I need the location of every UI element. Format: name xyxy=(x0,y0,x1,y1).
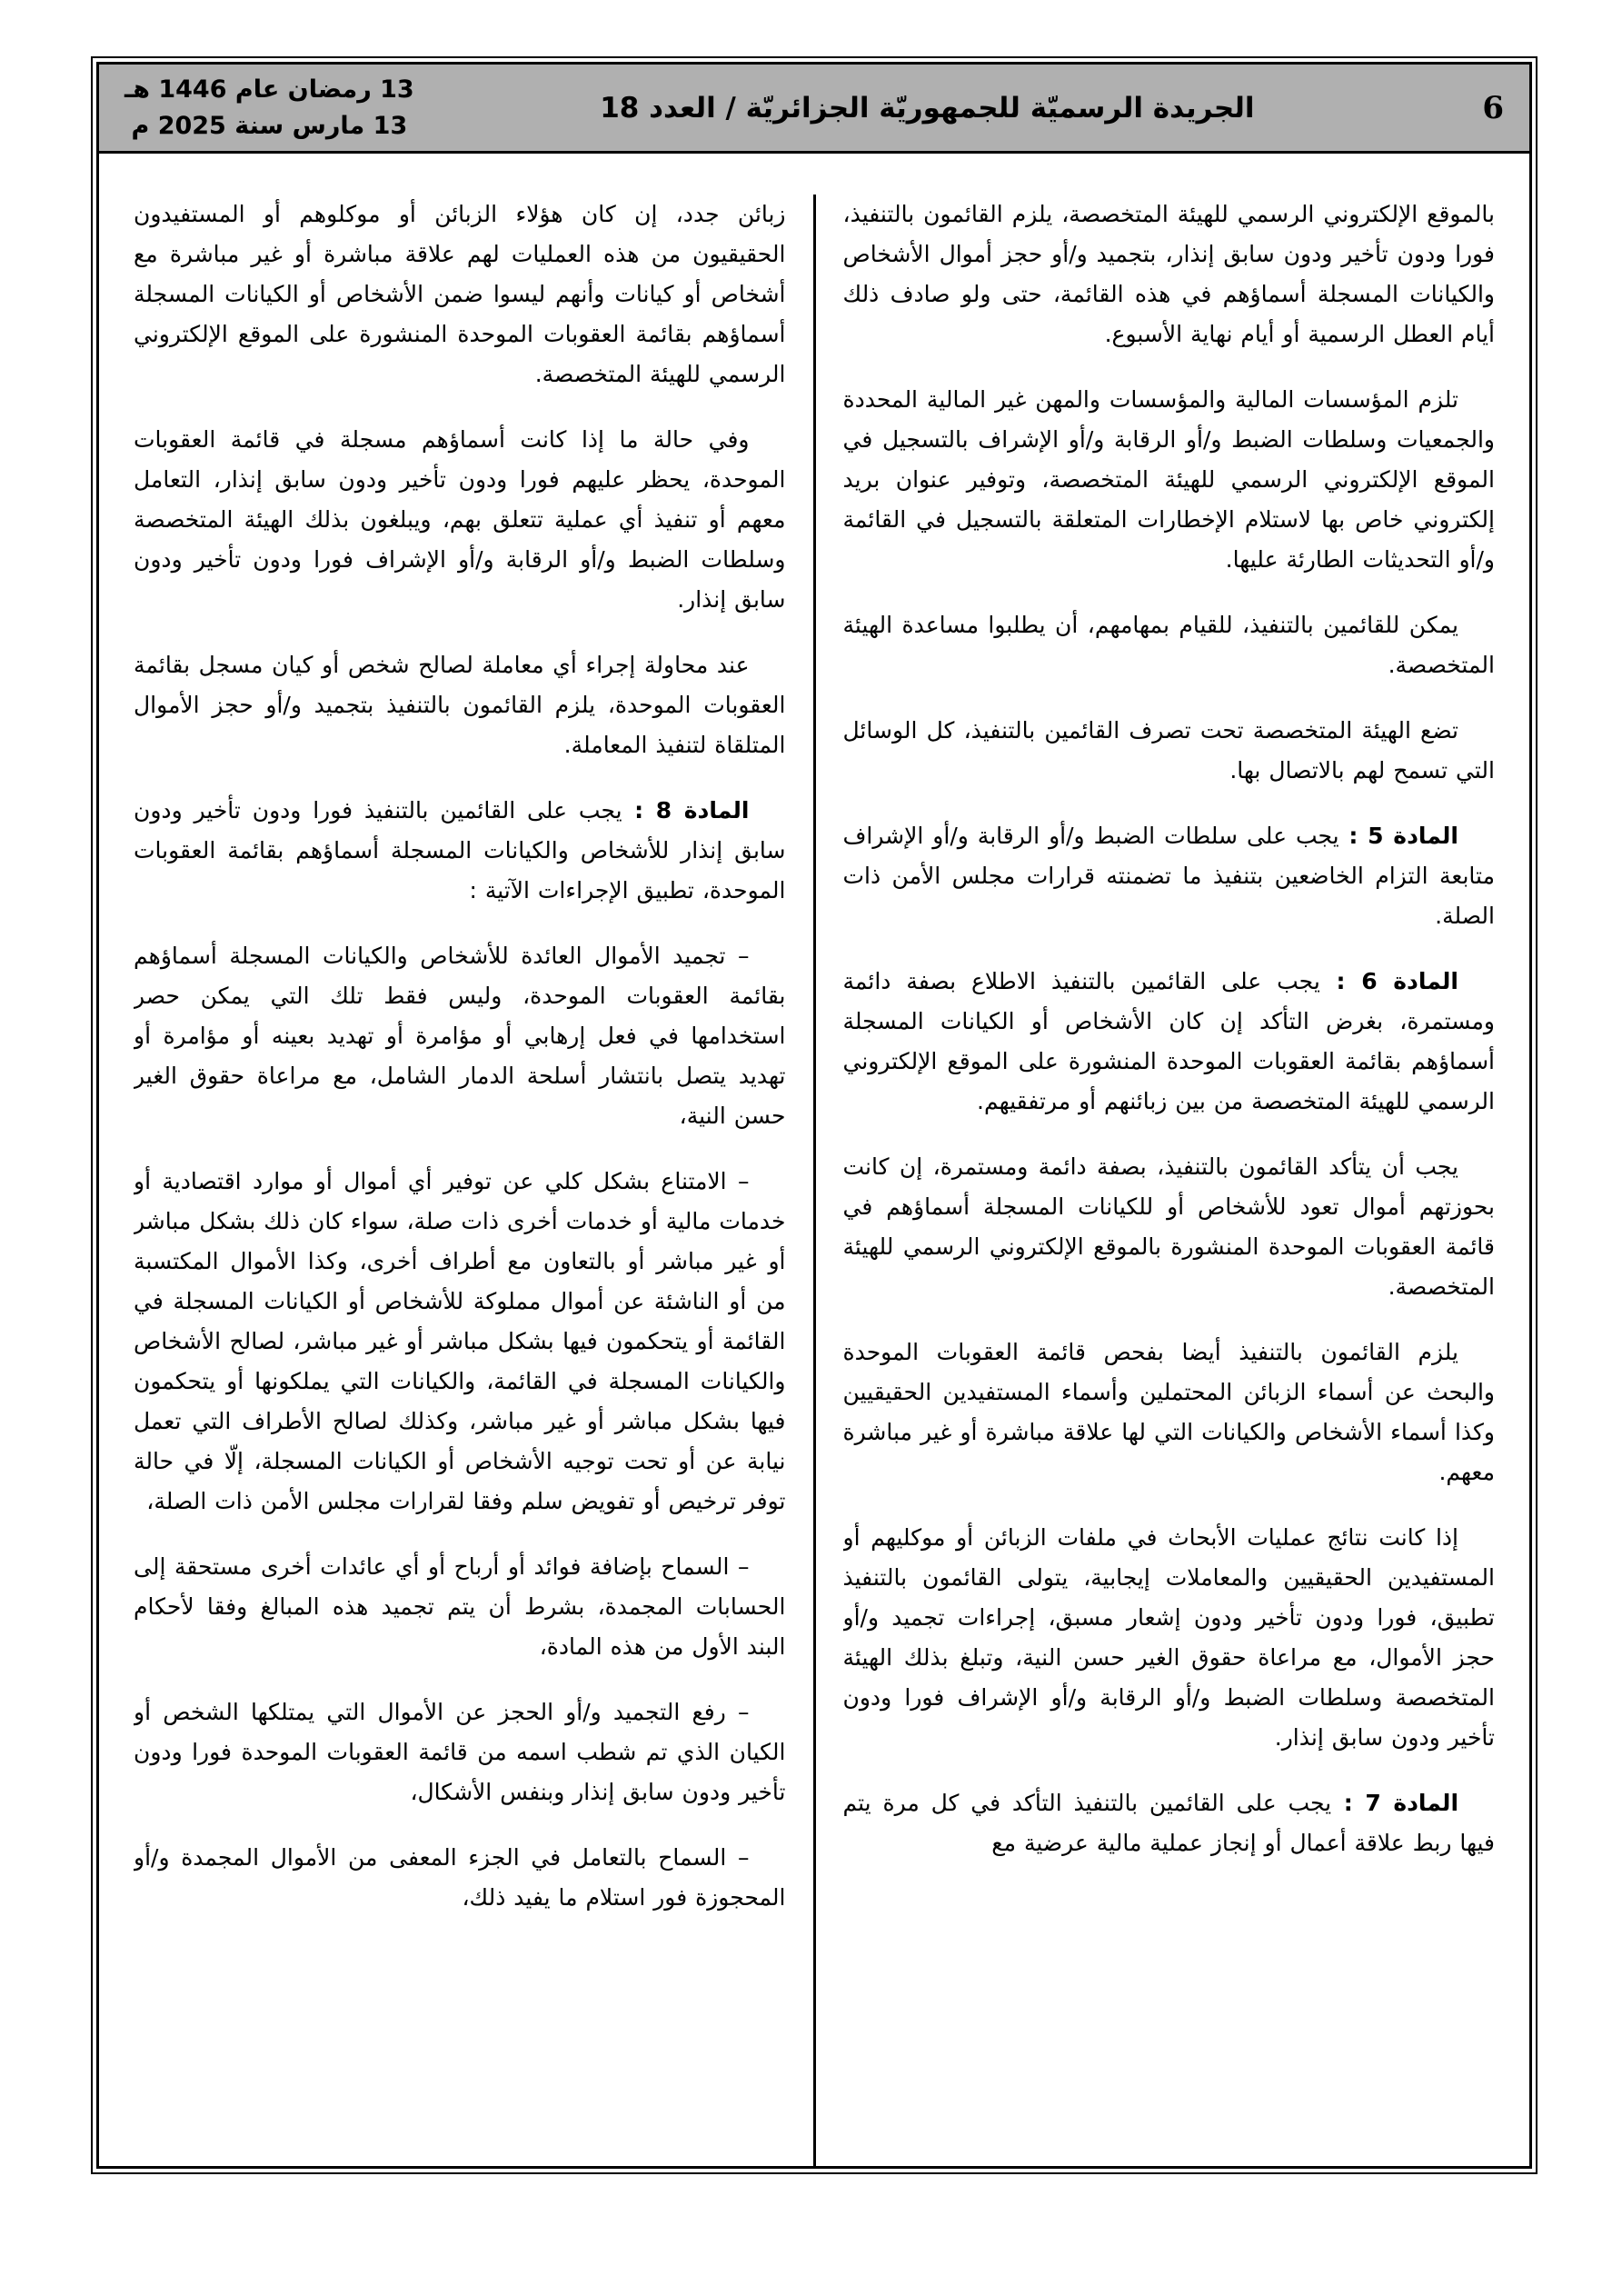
continuation-paragraph: زبائن جدد، إن كان هؤلاء الزبائن أو موكلوهم أو المستفيدون الحقيقيون من هذه العمليات لهم علاقة مباشرة أو غير مباشرة مع أشخاص أو كيانات وأنهم ليسوا ضمن الأشخاص أو الكيانات المسجلة أسماؤهم بقائمة العقوبات الموحدة المنشورة على الموقع الإلكتروني الرسمي للهيئة المتخصصة. xyxy=(134,201,786,387)
page-frame-outer xyxy=(91,56,1537,2174)
column-right xyxy=(843,195,1496,2166)
page-sheet xyxy=(91,56,1537,2174)
body-paragraph: عند محاولة إجراء أي معاملة لصالح شخص أو كيان مسجل بقائمة العقوبات الموحدة، يلزم القائمون بالتنفيذ بتجميد و/أو حجز الأموال المتلقاة لتنفيذ المعاملة. xyxy=(134,652,786,758)
page-number: 6 xyxy=(1482,89,1504,126)
page-frame-inner xyxy=(96,62,1532,2169)
article-paragraph: المادة 7 : يجب على القائمين بالتنفيذ التأكد في كل مرة يتم فيها ربط علاقة أعمال أو إنجاز عملية مالية عرضية مع xyxy=(842,1790,1495,1856)
page-header xyxy=(99,65,1529,154)
body-paragraph: تلزم المؤسسات المالية والمؤسسات والمهن غير المالية المحددة والجمعيات وسلطات الضبط و/أو الرقابة و/أو الإشراف بالتسجيل في الموقع الإلكتروني الرسمي للهيئة المتخصصة، وتوفير عنوان بريد إلكتروني خاص بها لاستلام الإخطارات المتعلقة بالتسجيل في القائمة و/أو التحديثات الطارئة عليها. xyxy=(842,386,1495,573)
list-item-paragraph: – رفع التجميد و/أو الحجز عن الأموال التي يمتلكها الشخص أو الكيان الذي تم شطب اسمه من قائمة العقوبات الموحدة فورا ودون تأخير ودون سابق إنذار وبنفس الأشكال، xyxy=(134,1699,786,1805)
hijri-date: 13 رمضان عام 1446 هـ xyxy=(124,75,414,104)
list-item-paragraph: – السماح بإضافة فوائد أو أرباح أو أي عائدات أخرى مستحقة إلى الحسابات المجمدة، بشرط أن يتم تجميد هذه المبالغ وفقا لأحكام البند الأول من هذه المادة، xyxy=(134,1553,786,1660)
header-dates xyxy=(124,72,414,145)
continuation-paragraph: بالموقع الإلكتروني الرسمي للهيئة المتخصصة، يلزم القائمون بالتنفيذ، فورا ودون تأخير ودون سابق إنذار، بتجميد و/أو حجز أموال الأشخاص والكيانات المسجلة أسماؤهم في هذه القائمة، حتى ولو صادف ذلك أيام العطل الرسمية أو أيام نهاية الأسبوع. xyxy=(842,201,1495,347)
text-columns xyxy=(99,154,1529,2166)
article-paragraph: المادة 5 : يجب على سلطات الضبط و/أو الرقابة و/أو الإشراف متابعة التزام الخاضعين بتنفيذ ما تضمنته قرارات مجلس الأمن ذات الصلة. xyxy=(842,823,1495,929)
article-paragraph: المادة 8 : يجب على القائمين بالتنفيذ فورا ودون تأخير ودون سابق إنذار للأشخاص والكيانات المسجلة أسماؤهم بقائمة العقوبات الموحدة، تطبيق الإجراءات الآتية : xyxy=(134,797,786,903)
article-number-label: المادة 7 : xyxy=(1331,1790,1459,1816)
body-paragraph: تضع الهيئة المتخصصة تحت تصرف القائمين بالتنفيذ، كل الوسائل التي تسمح لهم بالاتصال بها. xyxy=(842,717,1495,784)
column-left xyxy=(134,195,786,2166)
column-divider xyxy=(813,195,816,2166)
article-number-label: المادة 6 : xyxy=(1319,968,1458,994)
body-paragraph: يمكن للقائمين بالتنفيذ، للقيام بمهامهم، أن يطلبوا مساعدة الهيئة المتخصصة. xyxy=(842,612,1495,678)
list-item-paragraph: – تجميد الأموال العائدة للأشخاص والكيانات المسجلة أسماؤهم بقائمة العقوبات الموحدة، وليس فقط تلك التي يمكن حصر استخدامها في فعل إرهابي أو مؤامرة أو تهديد بعينه أو مؤامرة أو تهديد يتصل بانتشار أسلحة الدمار الشامل، مع مراعاة حقوق الغير حسن النية، xyxy=(134,943,786,1129)
body-paragraph: وفي حالة ما إذا كانت أسماؤهم مسجلة في قائمة العقوبات الموحدة، يحظر عليهم فورا ودون تأخير ودون سابق إنذار، التعامل معهم أو تنفيذ أي عملية تتعلق بهم، ويبلغون بذلك الهيئة المتخصصة وسلطات الضبط و/أو الرقابة و/أو الإشراف فورا ودون تأخير ودون سابق إنذار. xyxy=(134,426,786,613)
list-item-paragraph: – الامتناع بشكل كلي عن توفير أي أموال أو موارد اقتصادية أو خدمات مالية أو خدمات أخرى ذات صلة، سواء كان ذلك بشكل مباشر أو غير مباشر أو بالتعاون مع أطراف أخرى، وكذا الأموال المكتسبة من أو الناشئة عن أموال مملوكة للأشخاص أو الكيانات المسجلة في القائمة أو يتحكمون فيها بشكل مباشر أو غير مباشر، لصالح الأشخاص والكيانات المسجلة في القائمة، والكيانات التي يملكونها أو يتحكمون فيها بشكل مباشر أو غير مباشر، وكذلك لصالح الأطراف التي تعمل نيابة عن أو تحت توجيه الأشخاص أو الكيانات المسجلة، إلّا في حالة توفر ترخيص أو تفويض سلم وفقا لقرارات مجلس الأمن ذات الصلة، xyxy=(134,1168,786,1514)
article-number-label: المادة 5 : xyxy=(1338,823,1459,849)
gregorian-date: 13 مارس سنة 2025 م xyxy=(131,111,408,140)
article-number-label: المادة 8 : xyxy=(622,797,750,824)
journal-title: الجريدة الرسميّة للجمهوريّة الجزائريّة / العدد 18 xyxy=(600,91,1255,125)
list-item-paragraph: – السماح بالتعامل في الجزء المعفى من الأموال المجمدة و/أو المحجوزة فور استلام ما يفيد ذلك، xyxy=(134,1844,786,1911)
body-paragraph: إذا كانت نتائج عمليات الأبحاث في ملفات الزبائن أو موكليهم أو المستفيدين الحقيقيين والمعاملات إيجابية، يتولى القائمون بالتنفيذ تطبيق، فورا ودون تأخير ودون إشعار مسبق، إجراءات تجميد و/أو حجز الأموال، مع مراعاة حقوق الغير حسن النية، وتبلغ بذلك الهيئة المتخصصة وسلطات الضبط و/أو الرقابة و/أو الإشراف فورا ودون تأخير ودون سابق إنذار. xyxy=(842,1524,1495,1751)
body-paragraph: يجب أن يتأكد القائمون بالتنفيذ، بصفة دائمة ومستمرة، إن كانت بحوزتهم أموال تعود للأشخاص أو للكيانات المسجلة أسماؤهم في قائمة العقوبات الموحدة المنشورة بالموقع الإلكتروني الرسمي للهيئة المتخصصة. xyxy=(842,1153,1495,1300)
body-paragraph: يلزم القائمون بالتنفيذ أيضا بفحص قائمة العقوبات الموحدة والبحث عن أسماء الزبائن المحتملين وأسماء المستفيدين الحقيقيين وكذا أسماء الأشخاص والكيانات التي لها علاقة مباشرة أو غير مباشرة معهم. xyxy=(842,1339,1495,1485)
article-paragraph: المادة 6 : يجب على القائمين بالتنفيذ الاطلاع بصفة دائمة ومستمرة، بغرض التأكد إن كان الأشخاص أو الكيانات المسجلة أسماؤهم بقائمة العقوبات الموحدة المنشورة على الموقع الإلكتروني الرسمي للهيئة المتخصصة من بين زبائنهم أو مرتفقيهم. xyxy=(842,968,1495,1114)
